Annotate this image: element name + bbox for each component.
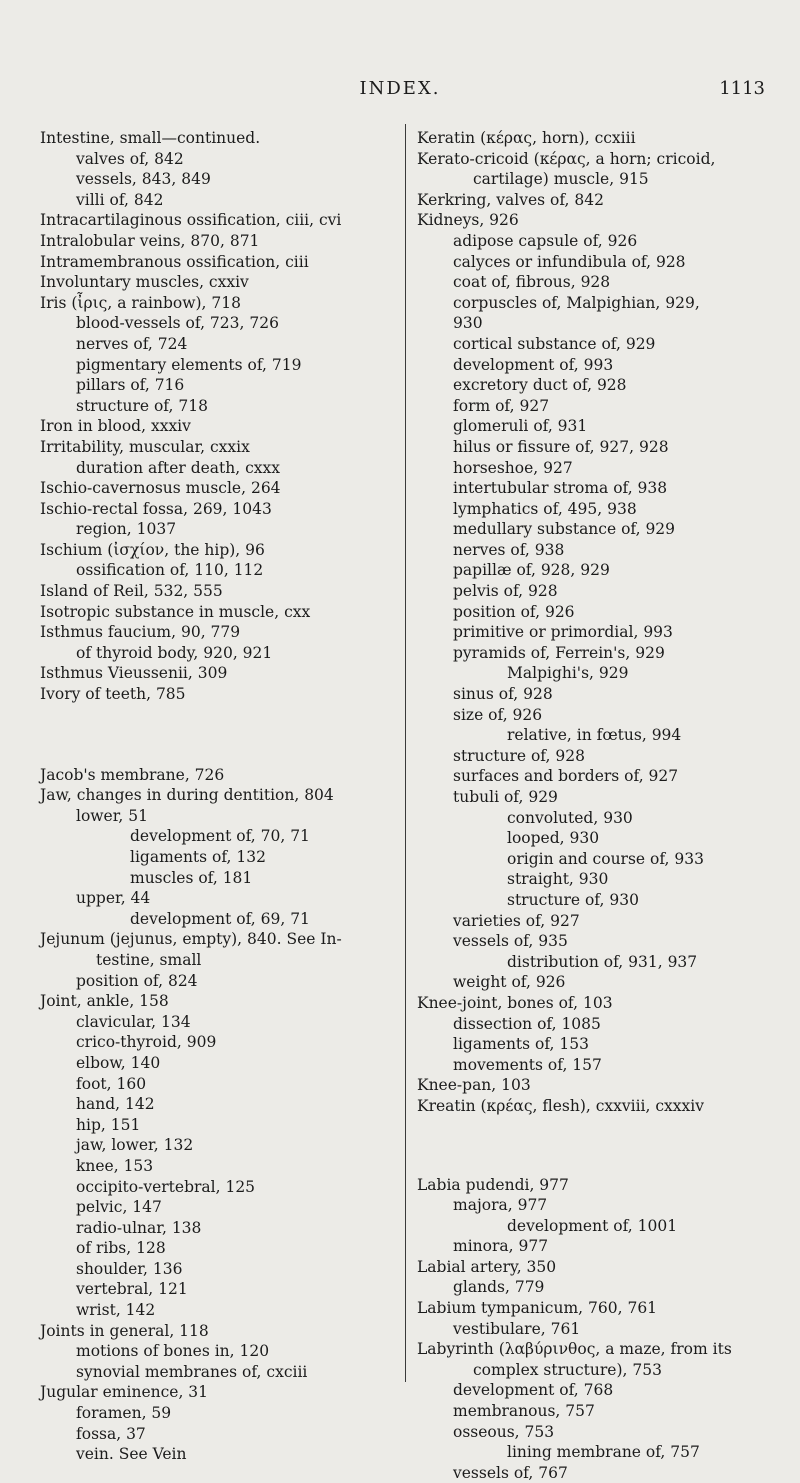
index-subentry: development of, 1001 <box>507 1216 678 1235</box>
index-entry: Intralobular veins, 870, 871 <box>40 231 260 250</box>
index-subentry: convoluted, 930 <box>507 808 633 827</box>
index-subentry: ligaments of, 153 <box>453 1035 589 1054</box>
index-subentry: sinus of, 928 <box>453 685 553 704</box>
index-subentry: villi of, 842 <box>76 190 164 209</box>
index-subentry: lower, 51 <box>76 806 149 825</box>
index-subentry: size of, 926 <box>453 705 543 724</box>
index-entry: Labial artery, 350 <box>417 1257 557 1276</box>
index-entry: Kerato-cricoid (κέρας, a horn; cricoid, <box>417 149 716 168</box>
index-subentry: blood-vessels of, 723, 726 <box>76 314 279 333</box>
index-entry: Jejunum (jejunus, empty), 840. See In- <box>40 930 342 949</box>
index-subentry: membranous, 757 <box>453 1402 595 1421</box>
index-subentry: horseshoe, 927 <box>453 458 573 477</box>
index-entry: Jugular eminence, 31 <box>40 1383 209 1402</box>
index-subentry: glomeruli of, 931 <box>453 417 588 436</box>
index-subentry: wrist, 142 <box>76 1301 156 1320</box>
index-subentry: hip, 151 <box>76 1115 141 1134</box>
index-subentry: position of, 824 <box>76 971 198 990</box>
index-entry: Irritability, muscular, cxxix <box>40 437 250 456</box>
index-subentry: straight, 930 <box>507 870 609 889</box>
index-subentry: development of, 993 <box>453 355 614 374</box>
index-subentry: form of, 927 <box>453 396 550 415</box>
index-entry: Ischio-rectal fossa, 269, 1043 <box>40 499 272 518</box>
index-subentry: pelvic, 147 <box>76 1198 162 1217</box>
index-subentry: development of, 69, 71 <box>130 909 310 928</box>
index-subentry: vestibulare, 761 <box>453 1319 581 1338</box>
index-subentry: looped, 930 <box>507 829 600 848</box>
index-subentry: development of, 768 <box>453 1381 614 1400</box>
index-subentry: intertubular stroma of, 938 <box>453 479 668 498</box>
index-subentry: surfaces and borders of, 927 <box>453 767 679 786</box>
index-subentry: vessels of, 767 <box>453 1463 568 1482</box>
index-subentry: varieties of, 927 <box>453 911 580 930</box>
index-subentry: radio-ulnar, 138 <box>76 1218 202 1237</box>
index-entry: Labium tympanicum, 760, 761 <box>417 1299 658 1318</box>
index-subentry: muscles of, 181 <box>130 868 253 887</box>
index-entry: Ivory of teeth, 785 <box>40 685 186 704</box>
index-subentry: lining membrane of, 757 <box>507 1443 700 1462</box>
index-entry: Keratin (κέρας, horn), ccxiii <box>417 129 636 147</box>
letter-section-gap <box>40 705 390 765</box>
index-subentry: hilus or fissure of, 927, 928 <box>453 437 669 456</box>
index-entry: Kerkring, valves of, 842 <box>417 190 604 209</box>
index-subentry: primitive or primordial, 993 <box>453 623 673 642</box>
index-entry: Knee-pan, 103 <box>417 1076 531 1095</box>
index-subentry: ossification of, 110, 112 <box>76 561 264 580</box>
index-subentry: region, 1037 <box>76 520 177 539</box>
index-entry: Jacob's membrane, 726 <box>40 765 225 784</box>
index-subentry: osseous, 753 <box>453 1422 555 1441</box>
index-entry: Isthmus Vieussenii, 309 <box>40 664 228 683</box>
index-subentry: pelvis of, 928 <box>453 582 558 601</box>
column-divider <box>405 124 406 1382</box>
index-subentry: tubuli of, 929 <box>453 788 558 806</box>
index-subentry: movements of, 157 <box>453 1055 602 1074</box>
index-subentry: of thyroid body, 920, 921 <box>76 643 273 662</box>
index-entry: Labia pudendi, 977 <box>417 1175 569 1194</box>
index-entry: Intramembranous ossification, ciii <box>40 252 309 271</box>
index-subentry: nerves of, 724 <box>76 334 188 353</box>
letter-section-gap <box>417 1117 769 1175</box>
index-subentry: minora, 977 <box>453 1237 549 1256</box>
index-subentry: vertebral, 121 <box>76 1280 188 1299</box>
index-subentry: position of, 926 <box>453 602 575 621</box>
index-subentry: jaw, lower, 132 <box>76 1136 194 1155</box>
index-entry: Iris (ἶρις, a rainbow), 718 <box>40 293 241 312</box>
index-entry: Isthmus faucium, 90, 779 <box>40 623 241 642</box>
page-number: 1113 <box>719 78 765 99</box>
index-subentry: pyramids of, Ferrein's, 929 <box>453 643 665 662</box>
index-entry: Island of Reil, 532, 555 <box>40 582 223 601</box>
index-subentry: distribution of, 931, 937 <box>507 952 698 971</box>
index-subentry: shoulder, 136 <box>76 1259 183 1278</box>
index-entry: Ischio-cavernosus muscle, 264 <box>40 479 281 498</box>
index-entry: Intestine, small—continued. <box>40 129 261 147</box>
index-subentry: pigmentary elements of, 719 <box>76 355 302 374</box>
index-subentry: coat of, fibrous, 928 <box>453 273 611 292</box>
index-entry: Labyrinth (λαβύρινθος, a maze, from its <box>417 1340 732 1359</box>
index-subentry: ligaments of, 132 <box>130 848 266 866</box>
index-subentry: corpuscles of, Malpighian, 929, <box>453 293 700 312</box>
index-subentry: elbow, 140 <box>76 1053 161 1072</box>
index-subentry: 930 <box>453 314 483 333</box>
index-entry: Joint, ankle, 158 <box>40 992 169 1011</box>
index-subentry: Malpighi's, 929 <box>507 664 629 683</box>
index-entry: Ischium (ἰσχίον, the hip), 96 <box>40 540 265 559</box>
index-entry: Jaw, changes in during dentition, 804 <box>40 786 334 805</box>
index-entry: Joints in general, 118 <box>40 1321 209 1340</box>
index-subentry: duration after death, cxxx <box>76 458 281 477</box>
index-subentry: clavicular, 134 <box>76 1012 191 1031</box>
index-subentry: structure of, 718 <box>76 396 208 415</box>
index-subentry: hand, 142 <box>76 1095 155 1114</box>
page-title: INDEX. <box>359 78 441 99</box>
index-subentry: crico-thyroid, 909 <box>76 1033 217 1052</box>
index-subentry: structure of, 928 <box>453 746 585 765</box>
page-header <box>0 78 800 108</box>
index-subentry: synovial membranes of, cxciii <box>76 1362 308 1381</box>
index-subentry: complex structure), 753 <box>473 1360 662 1379</box>
index-subentry: cartilage) muscle, 915 <box>473 170 649 189</box>
index-subentry: fossa, 37 <box>76 1424 146 1443</box>
index-subentry: nerves of, 938 <box>453 540 565 559</box>
index-subentry: papillæ of, 928, 929 <box>453 561 610 580</box>
index-subentry: knee, 153 <box>76 1156 154 1175</box>
index-entry: Knee-joint, bones of, 103 <box>417 993 613 1012</box>
index-subentry: vein. See Vein <box>76 1445 187 1464</box>
index-subentry: foramen, 59 <box>76 1404 172 1423</box>
index-subentry: pillars of, 716 <box>76 376 185 395</box>
index-subentry: dissection of, 1085 <box>453 1014 601 1033</box>
index-subentry: vessels of, 935 <box>453 932 568 951</box>
index-entry: Kreatin (κρέας, flesh), cxxviii, cxxxiv <box>417 1096 704 1115</box>
index-subentry: motions of bones in, 120 <box>76 1342 270 1361</box>
index-subentry: development of, 70, 71 <box>130 827 310 846</box>
index-subentry: origin and course of, 933 <box>507 849 704 868</box>
index-subentry: adipose capsule of, 926 <box>453 231 638 250</box>
index-subentry: medullary substance of, 929 <box>453 520 676 539</box>
index-subentry: excretory duct of, 928 <box>453 376 627 395</box>
index-entry: Involuntary muscles, cxxiv <box>40 273 249 292</box>
index-subentry: foot, 160 <box>76 1074 147 1093</box>
index-entry: Intracartilaginous ossification, ciii, cvi <box>40 211 342 230</box>
index-entry: Isotropic substance in muscle, cxx <box>40 602 311 621</box>
right-index-column <box>417 128 769 1483</box>
index-subentry: cortical substance of, 929 <box>453 334 656 353</box>
index-subentry: relative, in fœtus, 994 <box>507 726 682 745</box>
index-subentry: vessels, 843, 849 <box>76 170 211 189</box>
index-entry: Iron in blood, xxxiv <box>40 417 191 436</box>
left-index-column <box>40 128 390 1465</box>
index-subentry: weight of, 926 <box>453 973 566 992</box>
index-subentry: upper, 44 <box>76 889 151 908</box>
index-subentry: valves of, 842 <box>76 149 184 168</box>
index-subentry: lymphatics of, 495, 938 <box>453 499 637 518</box>
index-subentry: of ribs, 128 <box>76 1239 166 1258</box>
index-subentry: calyces or infundibula of, 928 <box>453 252 686 271</box>
index-subentry: occipito-vertebral, 125 <box>76 1177 256 1196</box>
index-subentry: testine, small <box>96 950 202 969</box>
index-subentry: glands, 779 <box>453 1278 545 1297</box>
index-subentry: majora, 977 <box>453 1196 548 1215</box>
index-entry: Kidneys, 926 <box>417 211 519 230</box>
index-subentry: structure of, 930 <box>507 890 639 909</box>
